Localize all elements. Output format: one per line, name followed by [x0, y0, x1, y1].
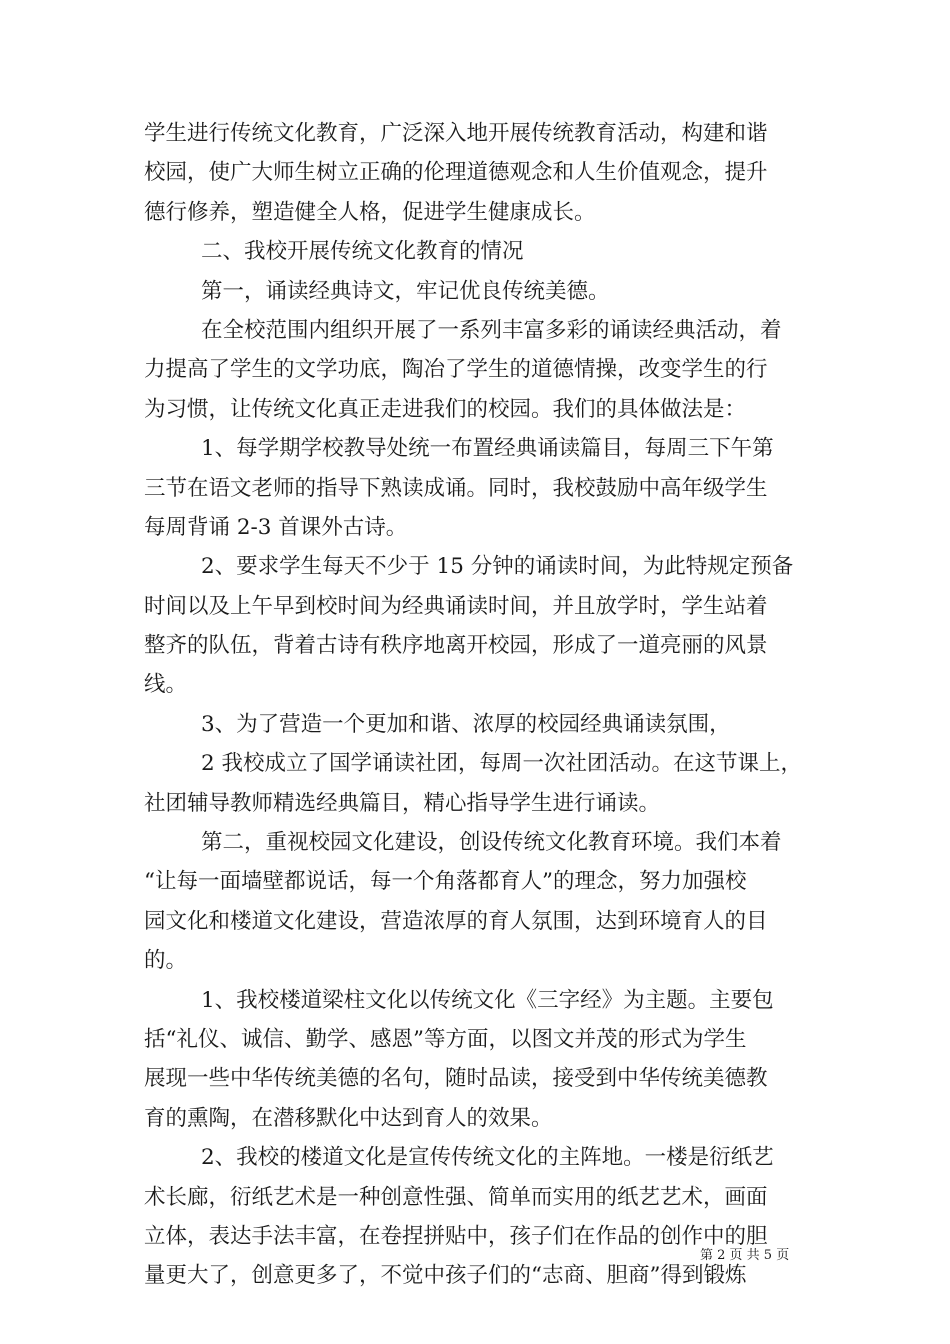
text-line: 术长廊，衍纸艺术是一种创意性强、简单而实用的纸艺艺术，画面 [144, 1184, 768, 1210]
text-line: 1、我校楼道梁柱文化以传统文化《三字经》为主题。主要包 [201, 987, 774, 1013]
text-line: 为习惯，让传统文化真正走进我们的校园。我们的具体做法是： [144, 396, 747, 422]
text-line: 的。 [144, 948, 188, 974]
text-line: “让每一面墙壁都说话，每一个角落都育人”的理念，努力加强校 [144, 869, 747, 895]
page-number: 第 2 页 共 5 页 [700, 1248, 790, 1263]
text-line: 线。 [144, 672, 188, 698]
subsection-heading: 第一，诵读经典诗文，牢记优良传统美德。 [201, 278, 610, 304]
text-line: 每周背诵 2-3 首课外古诗。 [144, 514, 408, 540]
text-line: 三节在语文老师的指导下熟读成诵。同时，我校鼓励中高年级学生 [144, 475, 768, 501]
subsection-heading: 第二，重视校园文化建设，创设传统文化教育环境。我们本着 [201, 830, 782, 856]
text-line: 学生进行传统文化教育，广泛深入地开展传统教育活动，构建和谐 [144, 121, 768, 146]
text-line: 整齐的队伍，背着古诗有秩序地离开校园，形成了一道亮丽的风景 [144, 633, 768, 659]
text-line: 1、每学期学校教导处统一布置经典诵读篇目，每周三下午第 [201, 436, 774, 462]
text-line: 时间以及上午早到校时间为经典诵读时间，并且放学时，学生站着 [144, 593, 768, 619]
body-text [144, 114, 808, 1296]
text-line: 力提高了学生的文学功底，陶冶了学生的道德情操，改变学生的行 [144, 357, 768, 383]
text-line: 园文化和楼道文化建设，营造浓厚的育人氛围，达到环境育人的目 [144, 908, 768, 934]
text-line: 校园，使广大师生树立正确的伦理道德观念和人生价值观念，提升 [144, 160, 768, 186]
text-line: 在全校范围内组织开展了一系列丰富多彩的诵读经典活动，着 [201, 317, 782, 343]
text-line: 量更大了，创意更多了，不觉中孩子们的“志商、胆商”得到锻炼 [144, 1263, 747, 1289]
text-line: 2、要求学生每天不少于 15 分钟的诵读时间，为此特规定预备 [201, 554, 794, 580]
text-line: 德行修养，塑造健全人格，促进学生健康成长。 [144, 199, 596, 225]
text-line: 展现一些中华传统美德的名句，随时品读，接受到中华传统美德教 [144, 1066, 768, 1092]
text-line: 括“礼仪、诚信、勤学、感恩”等方面，以图文并茂的形式为学生 [144, 1026, 747, 1052]
text-line: 2 我校成立了国学诵读社团，每周一次社团活动。在这节课上， [201, 751, 803, 777]
text-line: 社团辅导教师精选经典篇目，精心指导学生进行诵读。 [144, 790, 661, 816]
text-line: 立体，表达手法丰富，在卷捏拼贴中，孩子们在作品的创作中的胆 [144, 1223, 768, 1249]
text-line: 2、我校的楼道文化是宣传传统文化的主阵地。一楼是衍纸艺 [201, 1145, 774, 1171]
text-line: 3、为了营造一个更加和谐、浓厚的校园经典诵读氛围， [201, 711, 731, 737]
section-heading: 二、我校开展传统文化教育的情况 [201, 239, 524, 265]
text-line: 育的熏陶，在潜移默化中达到育人的效果。 [144, 1105, 553, 1131]
